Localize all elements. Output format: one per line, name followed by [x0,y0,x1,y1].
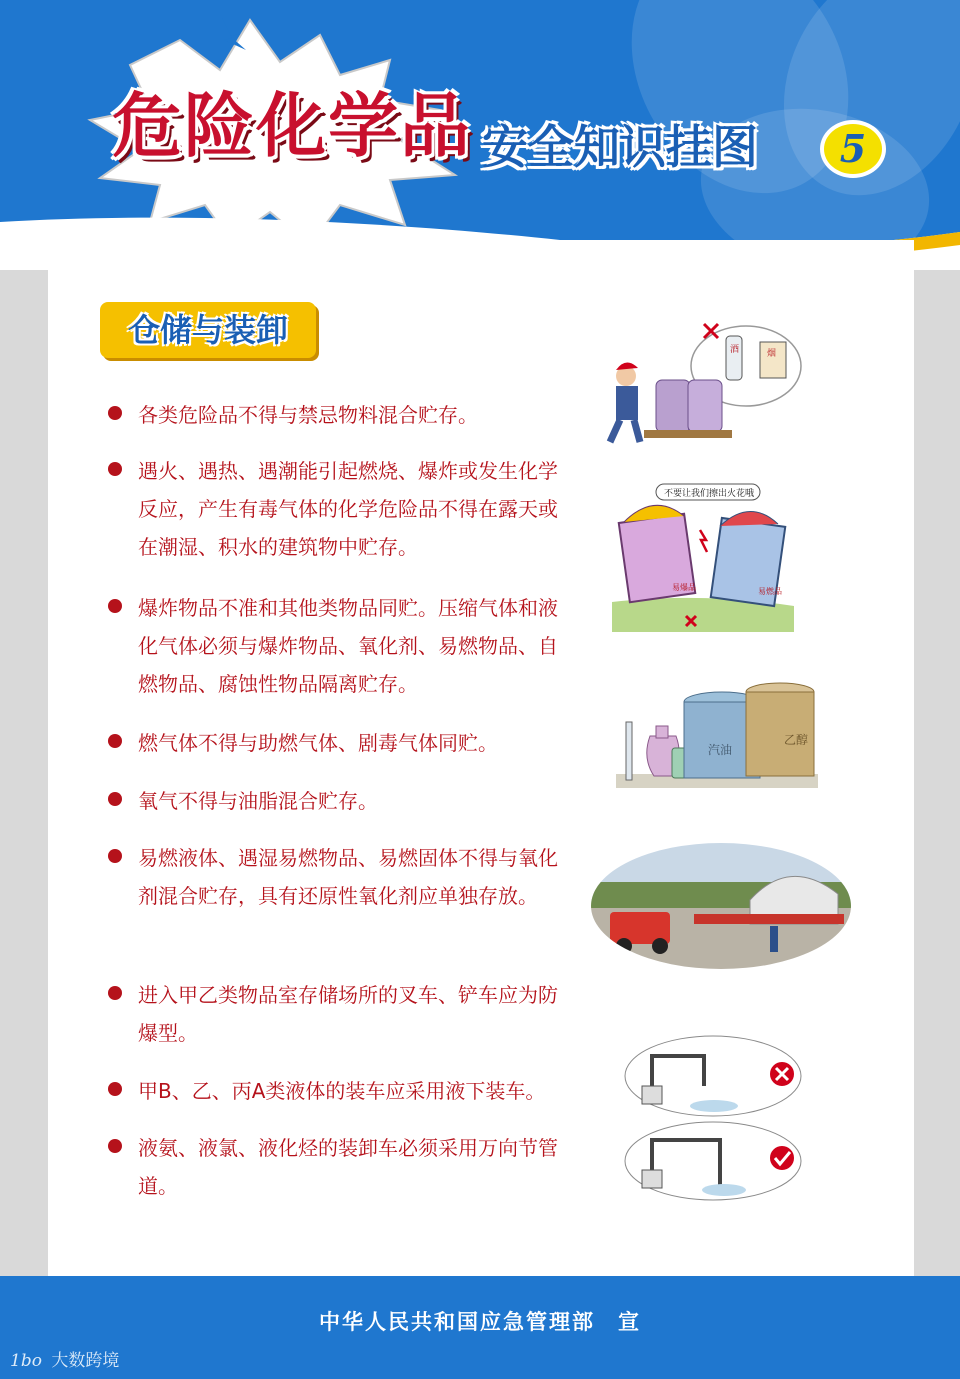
box-label: 易燃品 [758,587,782,596]
tank-valve [642,1086,662,1104]
test-tube-icon [626,722,632,780]
rule-text: 进入甲乙类物品室存储场所的叉车、铲车应为防爆型。 [138,983,558,1045]
section-title: 仓储与装卸 [127,311,288,349]
cart-base [644,430,732,438]
trailer [694,914,844,924]
drum-icon [688,380,722,432]
header-banner [0,0,960,270]
spark-icon [700,530,707,552]
watermark-text: 大数跨境 [51,1351,120,1371]
illustration-boxes-sparks [612,482,794,632]
splash [690,1100,738,1112]
bottle-label: 酒 [730,345,740,355]
correct-mark-icon [769,1145,795,1171]
bullet-icon [108,734,122,748]
tank-valve [642,1170,662,1188]
bullet-icon [108,462,122,476]
issue-number-badge: 5 [820,120,886,178]
wheel-icon [616,938,632,954]
rule-text: 遇火、遇热、遇潮能引起燃烧、爆炸或发生化学反应，产生有毒气体的化学危险品不得在露天或在潮湿、积水的建筑物中贮存。 [138,459,558,559]
illustration-bottles-drums [616,682,818,788]
main-title: 危险化学品 [112,85,472,167]
illustration-transport-photo [590,842,852,970]
speech-text: 不要让我们擦出火花哦 [664,489,755,499]
rule-text: 甲B、乙、丙A类液体的装车应采用液下装车。 [138,1079,546,1103]
helmet-icon [616,362,638,370]
bullet-icon [108,406,122,420]
drum-label: 汽油 [708,743,733,757]
cigarette-box-icon [760,342,786,378]
rule-text: 各类危险品不得与禁忌物料混合贮存。 [138,403,478,427]
bullet-icon [108,1139,122,1153]
illustration-loading-right [624,1120,802,1202]
liquid-pool [702,1184,746,1196]
drum-label: 乙醇 [784,733,809,747]
box-label: 烟 [767,349,777,359]
illustration-worker-drums [596,318,806,450]
watermark [10,1346,119,1371]
bullet-icon [108,986,122,1000]
bullet-icon [108,599,122,613]
watermark-logo: 1bo [10,1351,42,1371]
section-heading [100,302,316,358]
bullet-icon [108,792,122,806]
subtitle: 安全知识挂图 [482,120,758,174]
rule-text: 液氨、液氯、液化烃的装卸车必须采用万向节管道。 [138,1136,558,1198]
worker-legs [610,420,640,442]
hat-icon [720,511,778,526]
rule-text: 氧气不得与油脂混合贮存。 [138,789,378,813]
rule-text: 燃气体不得与助燃气体、剧毒气体同贮。 [138,731,498,755]
worker-body [616,386,638,420]
box-label: 易爆品 [672,583,696,592]
wheel-icon [652,938,668,954]
bullet-icon [108,1082,122,1096]
bullet-icon [108,849,122,863]
rule-text: 爆炸物品不准和其他类物品同贮。压缩气体和液化气体必须与爆炸物品、氧化剂、易燃物品、自燃物品、腐蚀性物品隔离贮存。 [138,596,558,696]
drum-icon [656,380,690,432]
illustration-loading-wrong [624,1034,802,1118]
issuer-text: 中华人民共和国应急管理部 宣 [319,1310,641,1334]
worker-figure [770,926,778,952]
rule-text: 易燃液体、遇湿易燃物品、易燃固体不得与氧化剂混合贮存，具有还原性氧化剂应单独存放。 [138,846,558,908]
bottle-icon [726,336,742,380]
vase-neck [656,726,668,738]
